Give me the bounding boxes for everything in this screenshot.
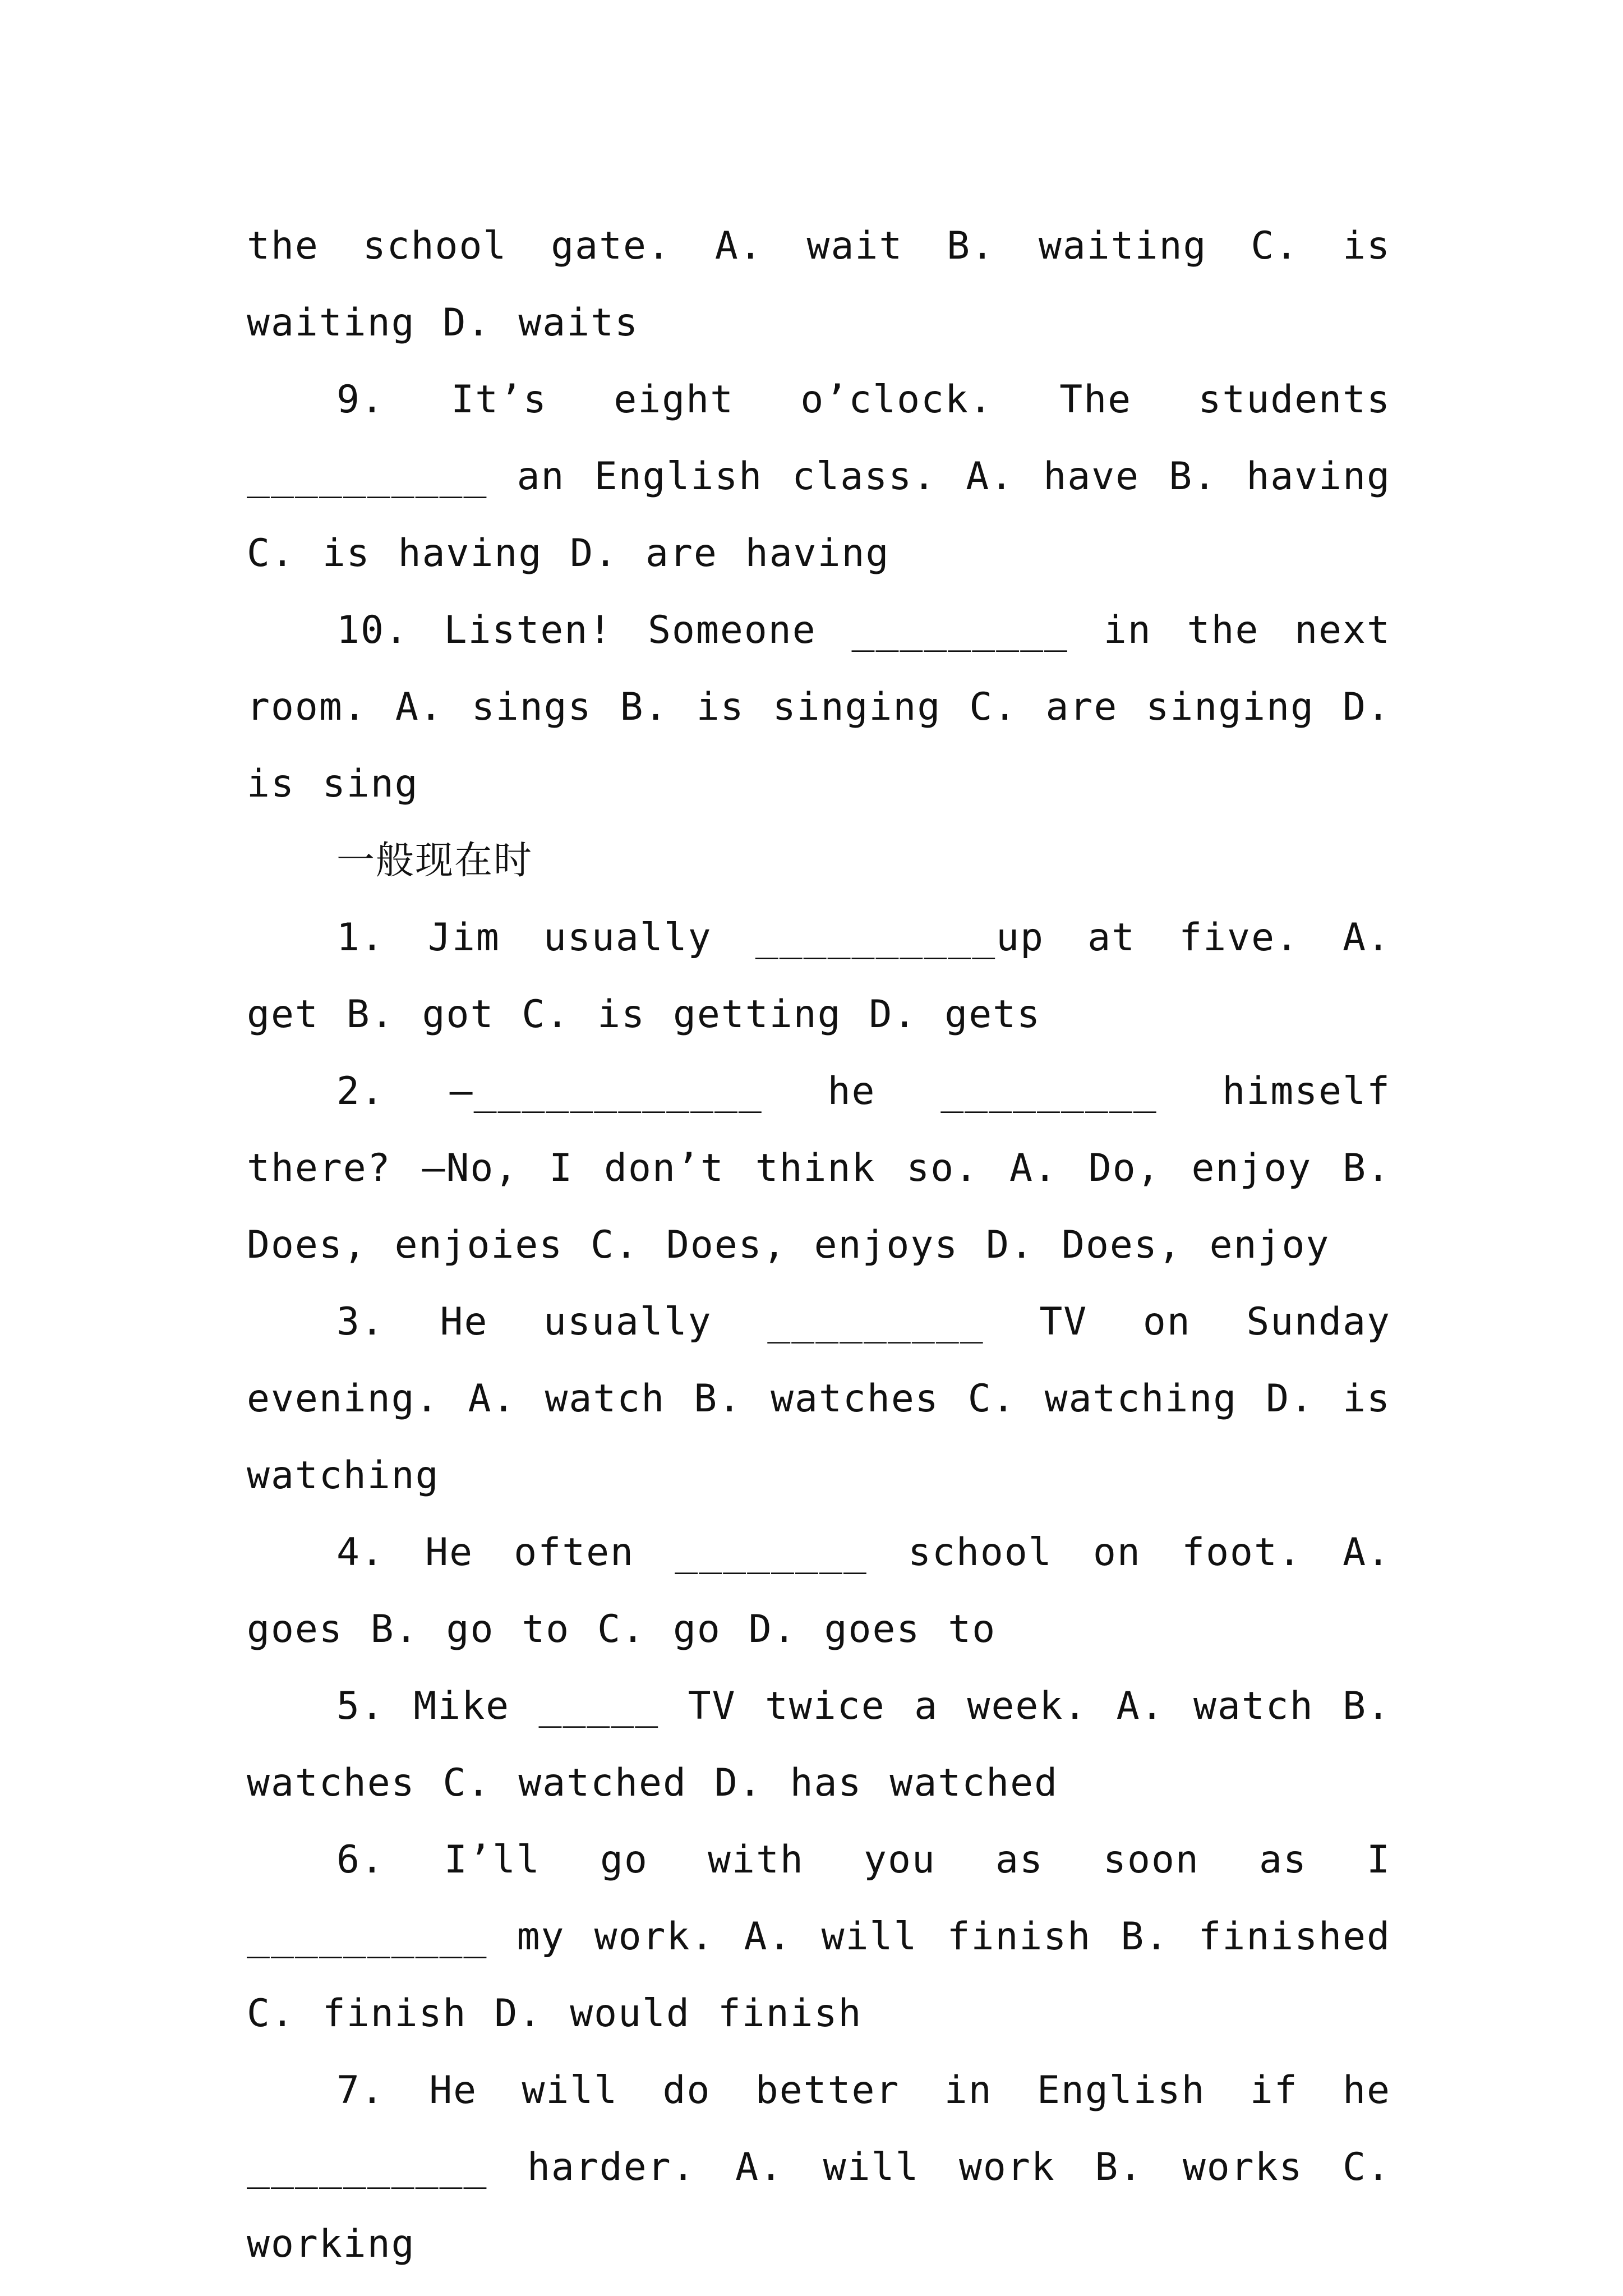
question-6: 6. I’ll go with you as soon as I __________ my work. A. will finish B. finished C. finish D. would finish	[247, 1838, 1391, 2036]
question-8-tail: the school gate. A. wait B. waiting C. is waiting D. waits	[247, 224, 1391, 345]
question-4: 4. He often ________ school on foot. A. goes B. go to C. go D. goes to	[247, 1530, 1391, 1651]
question-10: 10. Listen! Someone _________ in the next room. A. sings B. is singing C. are singing D. is sing	[247, 608, 1391, 806]
question-2: 2. —____________ he _________ himself there? —No, I don’t think so. A. Do, enjoy B. Does, enjoies C. Does, enjoys D. Does, enjoy	[247, 1069, 1391, 1267]
question-5: 5. Mike _____ TV twice a week. A. watch B. watches C. watched D. has watched	[247, 1684, 1391, 1805]
question-9: 9. It’s eight o’clock. The students __________ an English class. A. have B. having C. is having D. are having	[247, 378, 1391, 576]
exercise-text	[247, 208, 1391, 2283]
question-1: 1. Jim usually __________up at five. A. get B. got C. is getting D. gets	[247, 915, 1391, 1037]
question-3: 3. He usually _________ TV on Sunday evening. A. watch B. watches C. watching D. is watching	[247, 1300, 1391, 1498]
section-heading-simple-present: 一般现在时	[336, 839, 533, 883]
question-7: 7. He will do better in English if he __________ harder. A. will work B. works C. working	[247, 2068, 1391, 2266]
